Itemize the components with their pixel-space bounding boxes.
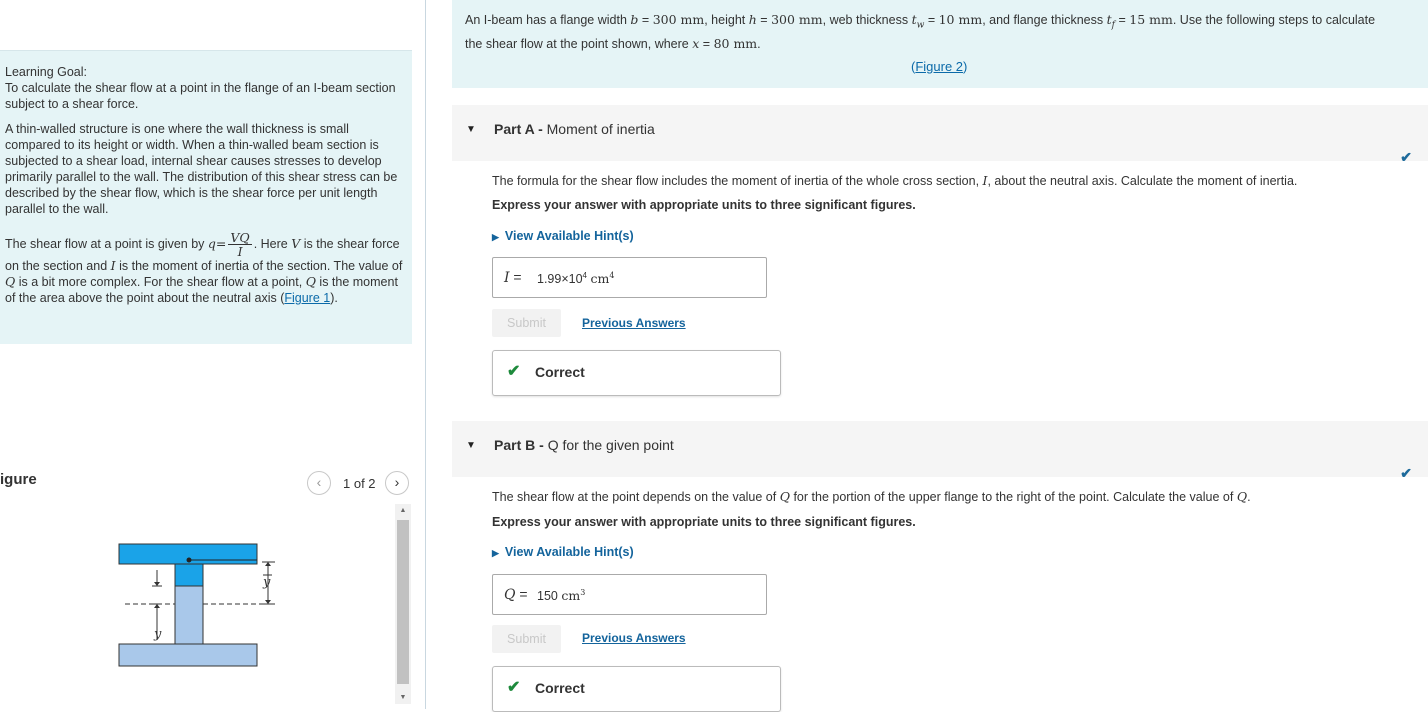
figure-scrollbar[interactable]	[395, 504, 411, 704]
figure-1-link[interactable]: Figure 1	[284, 291, 331, 305]
y-label: y	[154, 627, 162, 642]
part-b-correct-feedback: ✔ Correct	[492, 666, 781, 712]
learning-goal-box	[0, 50, 412, 344]
ibeam-figure	[100, 535, 300, 675]
part-a-answer-field[interactable]: I = $1.99\times 10^4$ $cm^4$	[492, 257, 767, 298]
lower-web	[175, 586, 203, 644]
figure-next-button[interactable]	[385, 471, 409, 495]
shear-flow-paragraph: The shear flow at a point is given by q= $\frac{VQ}{I}$ . Here V is the shear force on the section and I is the moment of inertia of the section. The value of Q is a bit more complex. For the shear flow at a point, Q is the moment of the area above the point about the neutral axis (Figure 1).	[5, 230, 403, 305]
figure-2-link-wrap: (Figure 2)	[911, 59, 968, 74]
part-b-instruction: Express your answer with appropriate units to three significant figures.	[492, 515, 916, 529]
part-a-title: Part A - Moment of inertia	[494, 121, 655, 137]
part-b-submit-button[interactable]: Submit	[492, 625, 561, 653]
formula-lhs: q	[207, 235, 216, 251]
upper-web	[175, 564, 203, 586]
part-b-title: Part B - Q for the given point	[494, 437, 674, 453]
part-b-previous-answers-link[interactable]: Previous Answers	[582, 631, 686, 645]
problem-text: An I-beam has a flange width b = 300 mm, height h = 300 mm, web thickness $t_w = 10$ mm, and flange thickness $t_f = 15$ mm. Use the following steps to calculate the shear flow at the point shown, where x = 80 mm.	[465, 12, 1376, 51]
part-a-prompt: The formula for the shear flow includes the moment of inertia of the whole cross section, I, about the neutral axis. Calculate the moment of inertia.	[492, 173, 1298, 188]
caret-right-icon: ▶	[492, 232, 499, 242]
problem-statement	[452, 0, 1428, 88]
scroll-up-arrow-icon[interactable]: ▲	[399, 507, 407, 514]
part-a-header[interactable]	[452, 105, 1428, 165]
part-b-hint-link[interactable]: ▶ View Available Hint(s)	[492, 545, 634, 559]
collapse-triangle-icon[interactable]: ▼	[466, 124, 476, 135]
figure-counter: 1 of 2	[343, 476, 376, 491]
figure-prev-button[interactable]	[307, 471, 331, 495]
part-a-answer-value: $1.99\times 10^4$ $cm^4$	[537, 271, 615, 287]
part-b-complete-check-icon: ✔	[1400, 465, 1412, 481]
chevron-right-icon: ›	[394, 474, 400, 490]
part-a-submit-button[interactable]: Submit	[492, 309, 561, 337]
checkmark-icon: ✔	[507, 679, 521, 696]
ybar-label: y	[263, 575, 271, 590]
learning-goal-desc: To calculate the shear flow at a point in the flange of an I-beam section subject to a shear force.	[5, 81, 396, 111]
part-a-previous-answers-link[interactable]: Previous Answers	[582, 316, 686, 330]
figure-2-link[interactable]: Figure 2	[915, 59, 964, 74]
figure-title: igure	[0, 471, 37, 488]
part-a-instruction: Express your answer with appropriate units to three significant figures.	[492, 198, 916, 212]
point-marker	[187, 558, 192, 563]
part-b-header[interactable]	[452, 421, 1428, 481]
part-b-prompt: The shear flow at the point depends on the value of Q for the portion of the upper flange to the right of the point. Calculate the value of Q.	[492, 489, 1251, 504]
collapse-triangle-icon[interactable]: ▼	[466, 440, 476, 451]
learning-goal-text	[5, 64, 406, 112]
learning-goal-heading: Learning Goal:	[5, 65, 88, 79]
part-a-correct-feedback: ✔ Correct	[492, 350, 781, 396]
part-a-hint-link[interactable]: ▶ View Available Hint(s)	[492, 229, 634, 243]
scroll-down-arrow-icon[interactable]: ▼	[399, 694, 407, 701]
checkmark-icon: ✔	[507, 363, 521, 380]
shear-flow-formula: $\frac{VQ}{I}$	[230, 230, 250, 259]
part-a-complete-check-icon: ✔	[1400, 149, 1412, 165]
part-b-answer-field[interactable]: Q = 150 $cm^3$	[492, 574, 767, 615]
caret-right-icon: ▶	[492, 548, 499, 558]
chevron-left-icon: ‹	[316, 474, 322, 490]
lower-flange	[119, 644, 257, 666]
scrollbar-thumb[interactable]	[397, 520, 409, 684]
part-b-answer-value: 150 $cm^3$	[537, 588, 586, 604]
thin-walled-paragraph: A thin-walled structure is one where the wall thickness is small compared to its height or width. When a thin-walled beam section is subjected to a shear load, internal shear causes stresses to develop primarily parallel to the wall. The distribution of this shear stress can be described by the shear flow, which is the shear force per unit length parallel to the wall.	[5, 122, 398, 216]
